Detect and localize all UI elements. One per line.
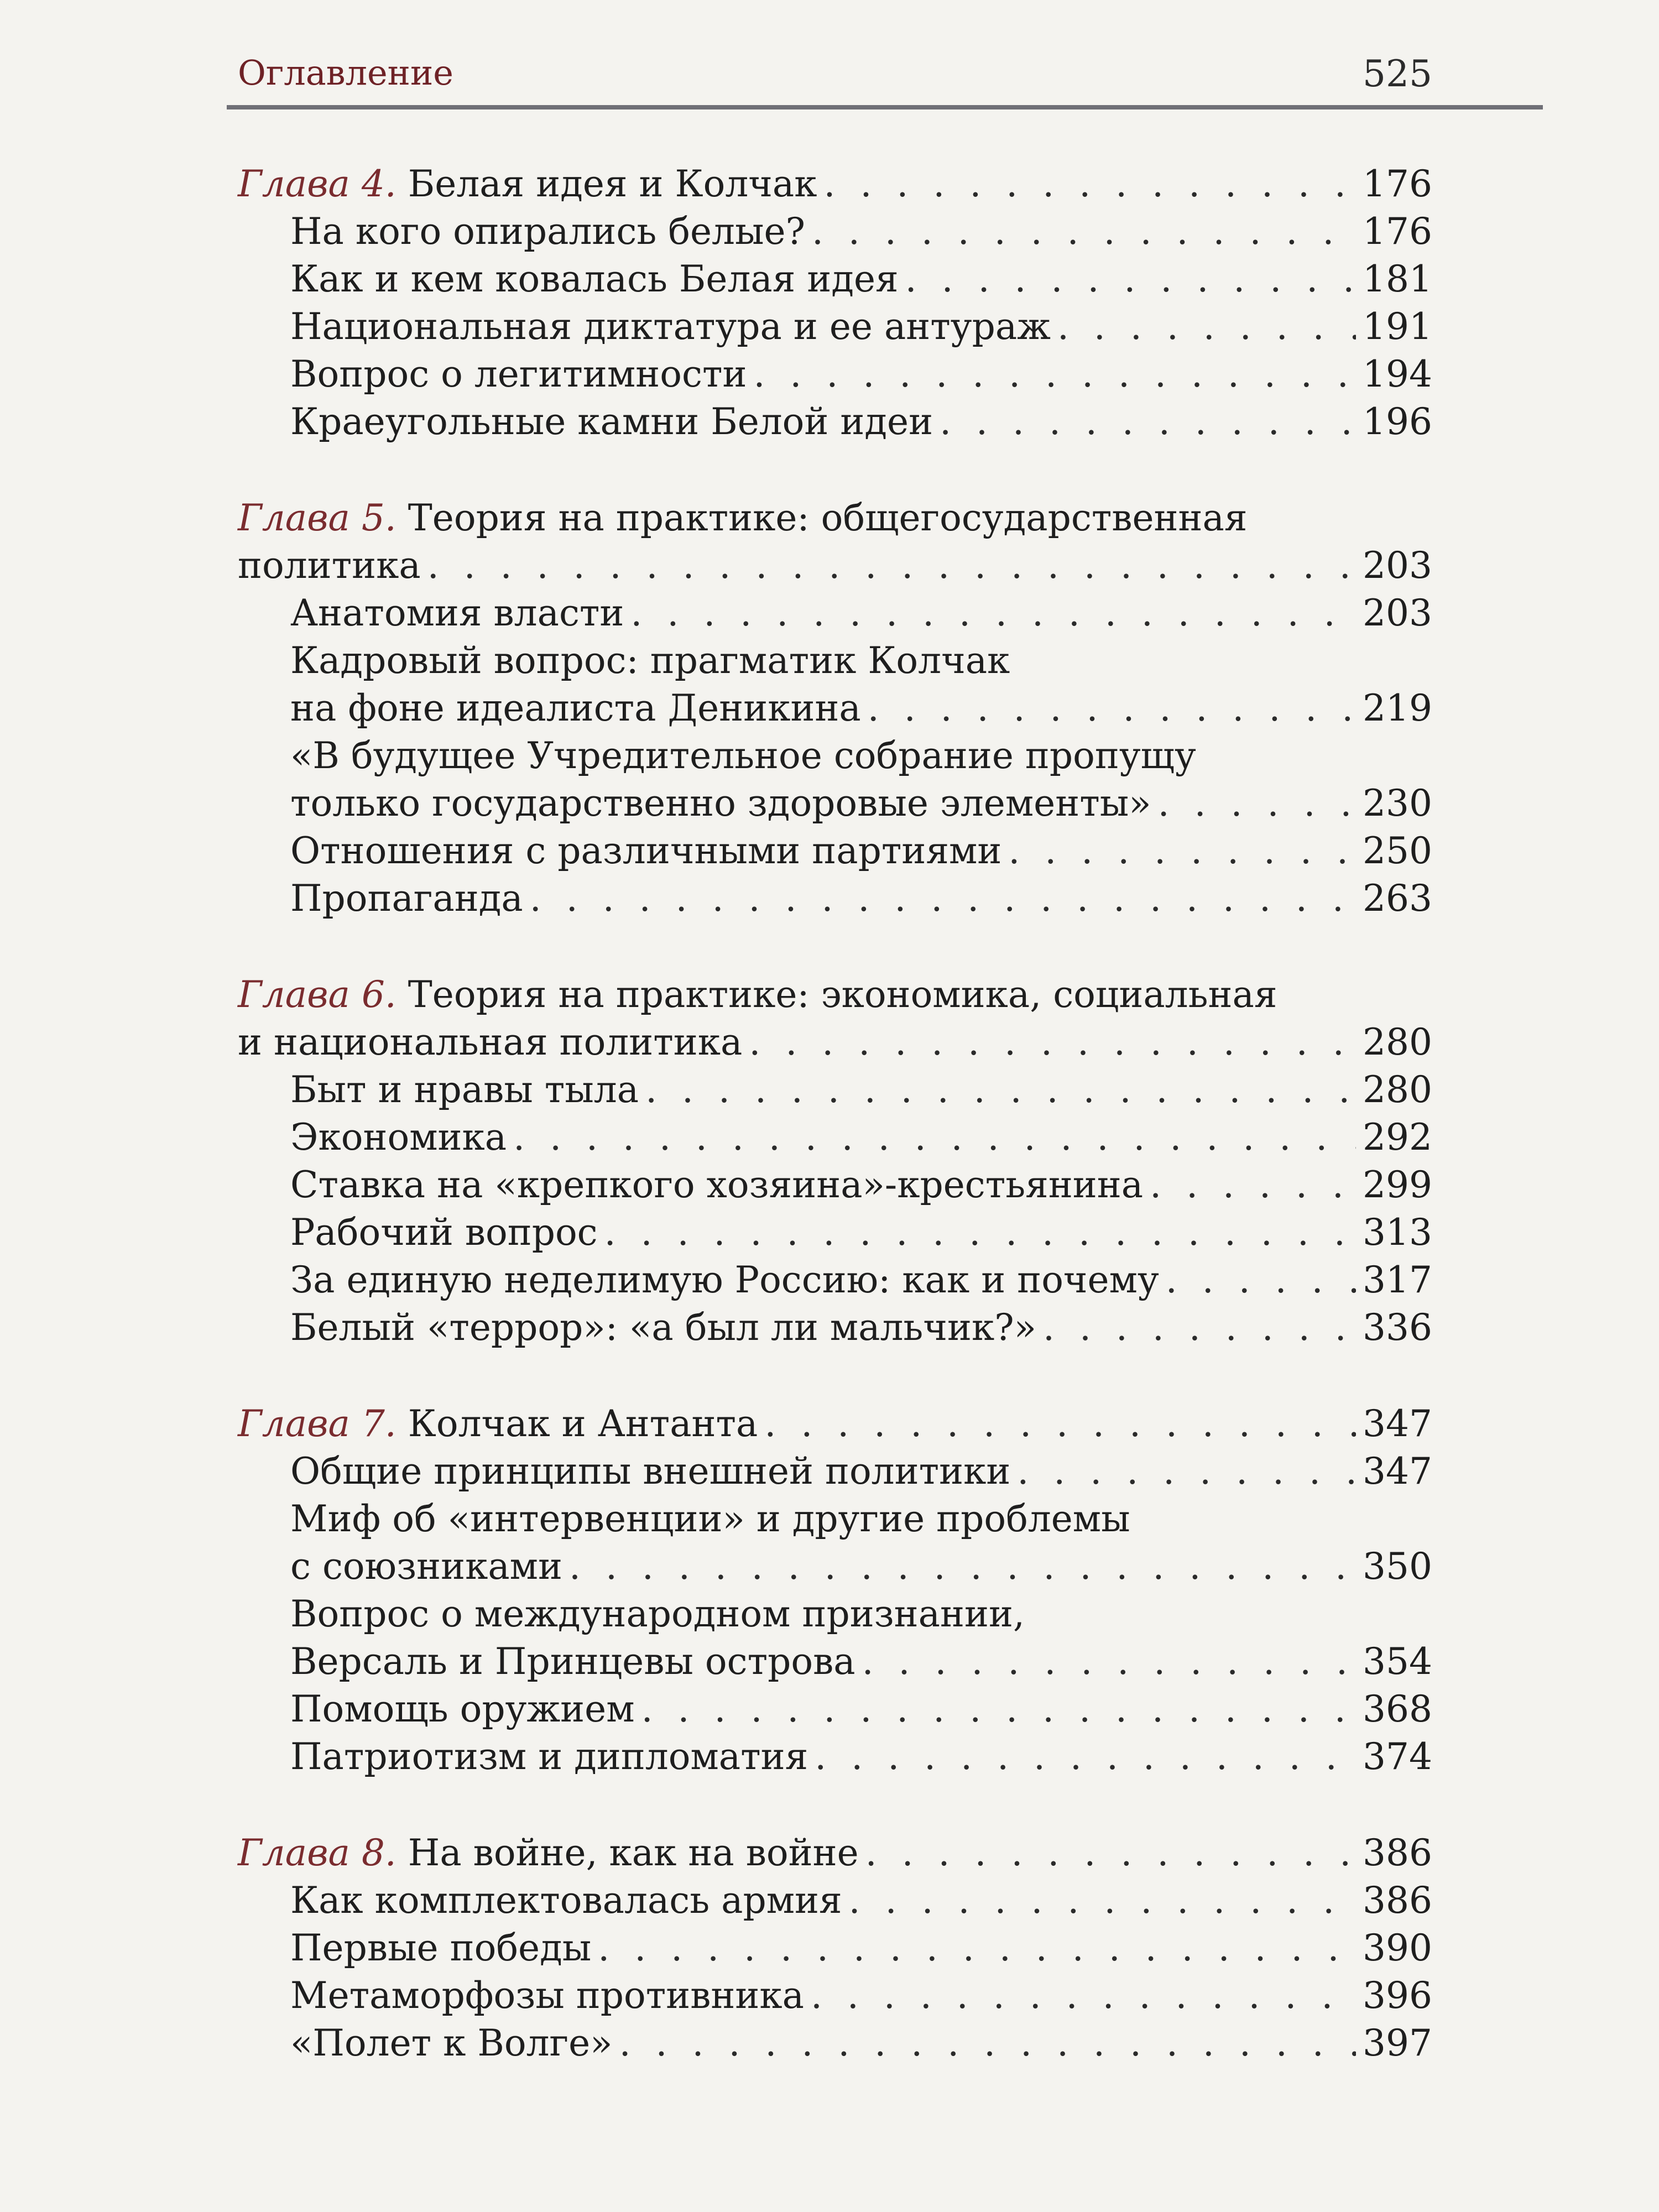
chapter-page: 176	[1363, 163, 1432, 205]
section-title-line2: только государственно здоровые элементы»	[290, 782, 1151, 825]
chapter-entry[interactable]	[238, 1829, 1432, 1877]
chapter-4	[238, 160, 1432, 446]
section-entry[interactable]	[238, 875, 1432, 922]
chapter-title-line2: и национальная политика	[238, 1021, 743, 1063]
section-entry[interactable]	[238, 2020, 1432, 2067]
table-of-contents	[238, 160, 1432, 2116]
chapter-title-line1: Теория на практике: экономика, социальная	[408, 973, 1277, 1016]
section-page: 219	[1363, 687, 1432, 729]
section-title-line1: Кадровый вопрос: прагматик Колчак	[290, 639, 1010, 682]
leader-dots	[823, 160, 1356, 208]
section-entry[interactable]	[238, 1066, 1432, 1114]
chapter-label: Глава 5.	[238, 497, 397, 539]
section-title-line1: «В будущее Учредительное собрание пропущу	[290, 734, 1196, 777]
leader-dots	[1150, 1161, 1356, 1209]
section-page: 350	[1363, 1545, 1432, 1588]
section-entry[interactable]	[238, 1161, 1432, 1209]
section-page: 203	[1363, 592, 1432, 634]
section-page: 196	[1363, 400, 1432, 443]
chapter-page: 203	[1363, 544, 1432, 587]
section-title: «Полет к Волге»	[290, 2022, 613, 2064]
chapter-title-line2: политика	[238, 544, 421, 587]
section-entry[interactable]	[238, 637, 1432, 732]
section-page: 397	[1363, 2022, 1432, 2064]
header-divider	[227, 105, 1543, 109]
section-page: 230	[1363, 782, 1432, 825]
leader-dots	[1008, 827, 1356, 875]
leader-dots	[865, 1829, 1356, 1877]
section-page: 390	[1363, 1927, 1432, 1969]
section-entry[interactable]	[238, 255, 1432, 303]
section-page: 368	[1363, 1688, 1432, 1730]
running-header-title: Оглавление	[238, 53, 453, 93]
leader-dots	[812, 208, 1356, 255]
chapter-page: 386	[1363, 1832, 1432, 1874]
section-title: Патриотизм и дипломатия	[290, 1735, 808, 1778]
chapter-5	[238, 494, 1432, 922]
section-entry[interactable]	[238, 1924, 1432, 1972]
section-page: 292	[1363, 1116, 1432, 1159]
chapter-entry[interactable]	[238, 494, 1432, 589]
leader-dots	[619, 2020, 1356, 2067]
section-entry[interactable]	[238, 827, 1432, 875]
section-entry[interactable]	[238, 1972, 1432, 2020]
leader-dots	[1057, 303, 1356, 351]
chapter-title: Колчак и Антанта	[408, 1402, 758, 1445]
section-page: 347	[1363, 1450, 1432, 1493]
section-page: 354	[1363, 1640, 1432, 1683]
chapter-8	[238, 1829, 1432, 2067]
section-entry[interactable]	[238, 1448, 1432, 1495]
section-title: За единую неделимую Россию: как и почему	[290, 1259, 1159, 1301]
section-entry[interactable]	[238, 1733, 1432, 1781]
section-title: Анатомия власти	[290, 592, 624, 634]
leader-dots	[811, 1972, 1356, 2020]
section-title: Экономика	[290, 1116, 507, 1159]
section-entry[interactable]	[238, 1209, 1432, 1256]
section-title-line2: Версаль и Принцевы острова	[290, 1640, 855, 1683]
leader-dots	[1158, 780, 1356, 827]
section-title: Отношения с различными партиями	[290, 830, 1002, 872]
section-entry[interactable]	[238, 1304, 1432, 1352]
section-page: 194	[1363, 353, 1432, 395]
section-page: 250	[1363, 830, 1432, 872]
chapter-entry[interactable]	[238, 160, 1432, 208]
section-title-line2: с союзниками	[290, 1545, 563, 1588]
section-page: 176	[1363, 210, 1432, 253]
leader-dots	[905, 255, 1356, 303]
section-entry[interactable]	[238, 398, 1432, 446]
chapter-page: 347	[1363, 1402, 1432, 1445]
section-entry[interactable]	[238, 351, 1432, 398]
leader-dots	[598, 1924, 1356, 1972]
leader-dots	[530, 875, 1356, 922]
leader-dots	[764, 1400, 1356, 1448]
leader-dots	[815, 1733, 1356, 1781]
chapter-label: Глава 6.	[238, 973, 397, 1016]
section-title-line1: Миф об «интервенции» и другие проблемы	[290, 1498, 1130, 1540]
section-title: Метаморфозы противника	[290, 1974, 804, 2017]
section-entry[interactable]	[238, 589, 1432, 637]
section-title: Помощь оружием	[290, 1688, 635, 1730]
section-page: 313	[1363, 1211, 1432, 1254]
leader-dots	[1166, 1256, 1356, 1304]
section-title: Первые победы	[290, 1927, 592, 1969]
leader-dots	[849, 1877, 1356, 1924]
section-title: Вопрос о легитимности	[290, 353, 747, 395]
section-entry[interactable]	[238, 1877, 1432, 1924]
section-title: Рабочий вопрос	[290, 1211, 598, 1254]
section-entry[interactable]	[238, 732, 1432, 827]
section-page: 263	[1363, 877, 1432, 920]
chapter-entry[interactable]	[238, 971, 1432, 1066]
section-title: Национальная диктатура и ее антураж	[290, 305, 1051, 348]
chapter-entry[interactable]	[238, 1400, 1432, 1448]
section-title: Белый «террор»: «а был ли мальчик?»	[290, 1306, 1036, 1349]
running-header	[238, 53, 1432, 105]
section-page: 181	[1363, 258, 1432, 300]
section-title-line2: на фоне идеалиста Деникина	[290, 687, 861, 729]
leader-dots	[868, 685, 1356, 732]
leader-dots	[645, 1066, 1356, 1114]
section-page: 386	[1363, 1879, 1432, 1922]
chapter-label: Глава 4.	[238, 163, 397, 205]
chapter-title: На войне, как на войне	[408, 1832, 859, 1874]
section-entry[interactable]	[238, 1256, 1432, 1304]
section-entry[interactable]	[238, 1114, 1432, 1161]
leader-dots	[427, 542, 1356, 589]
section-title: Как и кем ковалась Белая идея	[290, 258, 899, 300]
section-page: 336	[1363, 1306, 1432, 1349]
section-title: На кого опирались белые?	[290, 210, 805, 253]
section-page: 317	[1363, 1259, 1432, 1301]
section-title-line1: Вопрос о международном признании,	[290, 1593, 1025, 1635]
section-entry[interactable]	[238, 208, 1432, 255]
section-title: Краеугольные камни Белой идеи	[290, 400, 933, 443]
section-page: 299	[1363, 1164, 1432, 1206]
section-page: 280	[1363, 1068, 1432, 1111]
section-entry[interactable]	[238, 1590, 1432, 1686]
section-page: 396	[1363, 1974, 1432, 2017]
leader-dots	[604, 1209, 1356, 1256]
leader-dots	[630, 589, 1356, 637]
chapter-page: 280	[1363, 1021, 1432, 1063]
chapter-label: Глава 7.	[238, 1402, 397, 1445]
section-title: Пропаганда	[290, 877, 523, 920]
leader-dots	[749, 1019, 1356, 1066]
chapter-7	[238, 1400, 1432, 1781]
leader-dots	[569, 1543, 1356, 1590]
section-title: Общие принципы внешней политики	[290, 1450, 1011, 1493]
section-title: Как комплектовалась армия	[290, 1879, 842, 1922]
leader-dots	[641, 1686, 1356, 1733]
leader-dots	[862, 1638, 1356, 1686]
chapter-title-line1: Теория на практике: общегосударственная	[408, 497, 1248, 539]
chapter-6	[238, 971, 1432, 1352]
section-title: Ставка на «крепкого хозяина»-крестьянина	[290, 1164, 1144, 1206]
leader-dots	[940, 398, 1356, 446]
chapter-title: Белая идея и Колчак	[408, 163, 817, 205]
leader-dots	[1043, 1304, 1356, 1352]
section-entry[interactable]	[238, 1686, 1432, 1733]
section-entry[interactable]	[238, 303, 1432, 351]
section-page: 191	[1363, 305, 1432, 348]
section-page: 374	[1363, 1735, 1432, 1778]
section-entry[interactable]	[238, 1495, 1432, 1590]
leader-dots	[753, 351, 1356, 398]
leader-dots	[1017, 1448, 1356, 1495]
page-number: 525	[1363, 53, 1432, 95]
leader-dots	[513, 1114, 1356, 1161]
chapter-label: Глава 8.	[238, 1832, 397, 1874]
section-title: Быт и нравы тыла	[290, 1068, 639, 1111]
